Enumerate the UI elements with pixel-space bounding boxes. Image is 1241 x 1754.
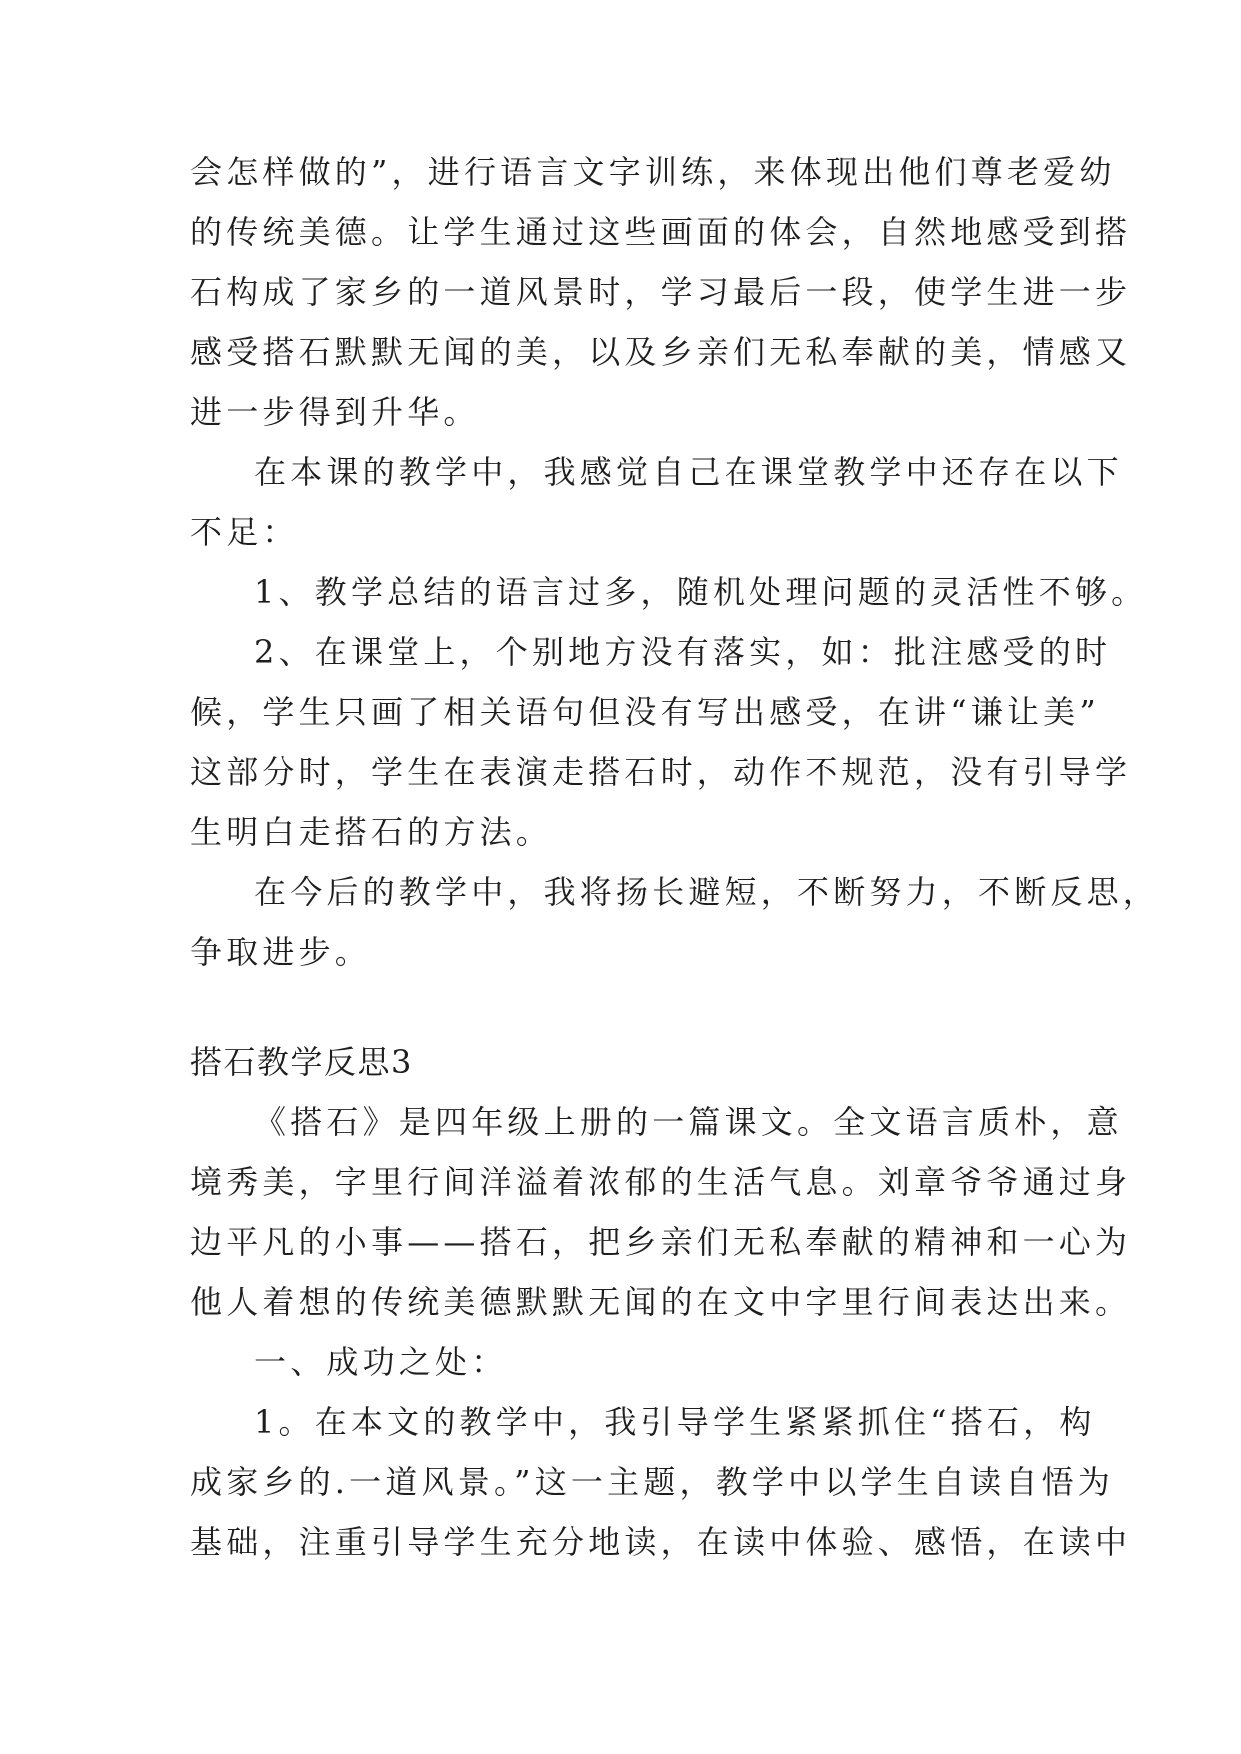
paragraph-line: 不足： [190, 513, 299, 551]
list-item-line: 2、在课堂上，个别地方没有落实，如：批注感受的时 [254, 633, 1112, 671]
paragraph-line: 的传统美德。让学生通过这些画面的体会，自然地感受到搭 [190, 213, 1132, 251]
paragraph-line: 基础，注重引导学生充分地读，在读中体验、感悟，在读中 [190, 1523, 1132, 1561]
paragraph-line: 会怎样做的”，进行语言文字训练，来体现出他们尊老爱幼 [190, 153, 1116, 191]
list-item-line: 1。在本文的教学中，我引导学生紧紧抓住“搭石，构 [254, 1403, 1096, 1441]
paragraph-line: 成家乡的.一道风景。”这一主题，教学中以学生自读自悟为 [190, 1463, 1114, 1501]
paragraph-line: 生明白走搭石的方法。 [190, 813, 553, 851]
paragraph-line: 《搭石》是四年级上册的一篇课文。全文语言质朴，意 [254, 1103, 1123, 1141]
paragraph-line: 在今后的教学中，我将扬长避短，不断努力，不断反思， [254, 873, 1160, 911]
paragraph-line: 进一步得到升华。 [190, 393, 480, 431]
paragraph-line: 他人着想的传统美德默默无闻的在文中字里行间表达出来。 [190, 1283, 1132, 1321]
section-heading: 搭石教学反思3 [190, 1043, 413, 1081]
paragraph-line: 在本课的教学中，我感觉自己在课堂教学中还存在以下 [254, 453, 1123, 491]
paragraph-line: 争取进步。 [190, 933, 372, 971]
paragraph-line: 边平凡的小事——搭石，把乡亲们无私奉献的精神和一心为 [190, 1223, 1132, 1261]
paragraph-line: 境秀美，字里行间洋溢着浓郁的生活气息。刘章爷爷通过身 [190, 1163, 1132, 1201]
paragraph-line: 石构成了家乡的一道风景时，学习最后一段，使学生进一步 [190, 273, 1132, 311]
subheading-line: 一、成功之处： [254, 1343, 508, 1381]
paragraph-line: 这部分时，学生在表演走搭石时，动作不规范，没有引导学 [190, 753, 1132, 791]
list-item-line: 1、教学总结的语言过多，随机处理问题的灵活性不够。 [254, 573, 1148, 611]
paragraph-line: 感受搭石默默无闻的美，以及乡亲们无私奉献的美，情感又 [190, 333, 1132, 371]
paragraph-line: 候，学生只画了相关语句但没有写出感受，在讲“谦让美” [190, 693, 1100, 731]
